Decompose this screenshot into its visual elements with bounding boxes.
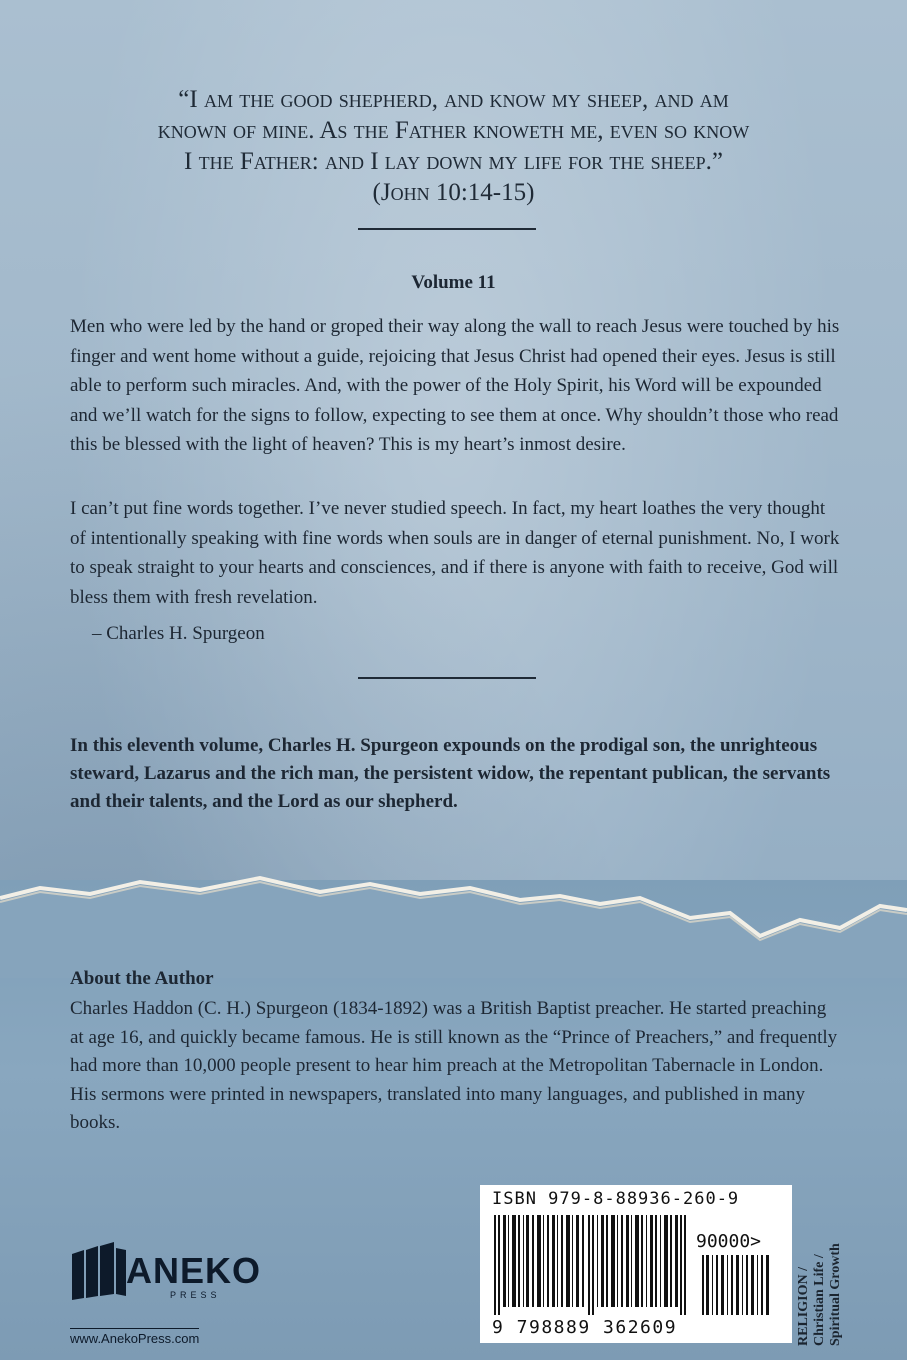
about-heading: About the Author: [70, 968, 214, 989]
price-code: 90000>: [696, 1231, 762, 1252]
quote-line: “I am the good shepherd, and know my sheep, and am: [178, 86, 729, 113]
scripture-quote: [120, 84, 787, 208]
divider: [358, 228, 536, 230]
quote-line: I the Father: and I lay down my life for the sheep.”: [184, 148, 723, 175]
quote-reference: (John 10:14-15): [372, 179, 535, 206]
book-stack-icon: [70, 1240, 130, 1300]
excerpt-signature: – Charles H. Spurgeon: [92, 623, 265, 644]
publisher-logo: [70, 1240, 262, 1320]
about-body: Charles Haddon (C. H.) Spurgeon (1834-1892) was a British Baptist preacher. He started preaching at age 16, and quickly became famous. He is still known as the “Prince of Preachers,” and frequently had more than 10,000 people present to hear him preach at the Metropolitan Tabernacle in London. His sermons were printed in newspapers, translated into many languages, and published in many books.: [70, 998, 838, 1133]
publisher-website: www.AnekoPress.com: [70, 1328, 199, 1346]
excerpt-paragraph: I can’t put fine words together. I’ve never studied speech. In fact, my heart loathes the very thought of intentionally speaking with fine words when souls are in danger of eternal punishment. No, I work to speak straight to your hearts and consciences, and if there is anyone with faith to receive, God will bless them with fresh revelation.: [70, 498, 840, 608]
divider: [358, 677, 536, 679]
barcode: [480, 1185, 792, 1343]
category-line: Christian Life /: [812, 1254, 827, 1346]
logo-press: PRESS: [170, 1290, 221, 1300]
logo-wordmark: ANEKO: [126, 1250, 262, 1291]
excerpt-paragraph: Men who were led by the hand or groped their way along the wall to reach Jesus were touched by his finger and went home without a guide, rejoicing that Jesus Christ had opened their eyes. Jesus is still able to perform such miracles. And, with the power of the Holy Spirit, his Word will be expounded and we’ll watch for the signs to follow, expecting to see them at once. Why shouldn’t those who read this be blessed with the light of heaven? This is my heart’s inmost desire.: [70, 316, 840, 455]
quote-line: known of mine. As the Father knoweth me, even so know: [157, 117, 750, 144]
ean-digits: 9 798889 362609: [492, 1317, 678, 1338]
isbn-text: ISBN 979-8-88936-260-9: [492, 1189, 740, 1209]
volume-summary: In this eleventh volume, Charles H. Spurgeon expounds on the prodigal son, the unrighteous steward, Lazarus and the rich man, the persistent widow, the repentant publican, the servants and their talents, and the Lord as our shepherd.: [70, 735, 831, 812]
ean-bars: [494, 1215, 694, 1315]
torn-paper-edge: [0, 858, 907, 978]
price-bars: [702, 1255, 782, 1315]
category-line: RELIGION /: [796, 1267, 811, 1346]
category-line: Spiritual Growth: [828, 1243, 843, 1346]
category-label: [796, 1031, 844, 1346]
volume-label: Volume 11: [411, 272, 496, 293]
